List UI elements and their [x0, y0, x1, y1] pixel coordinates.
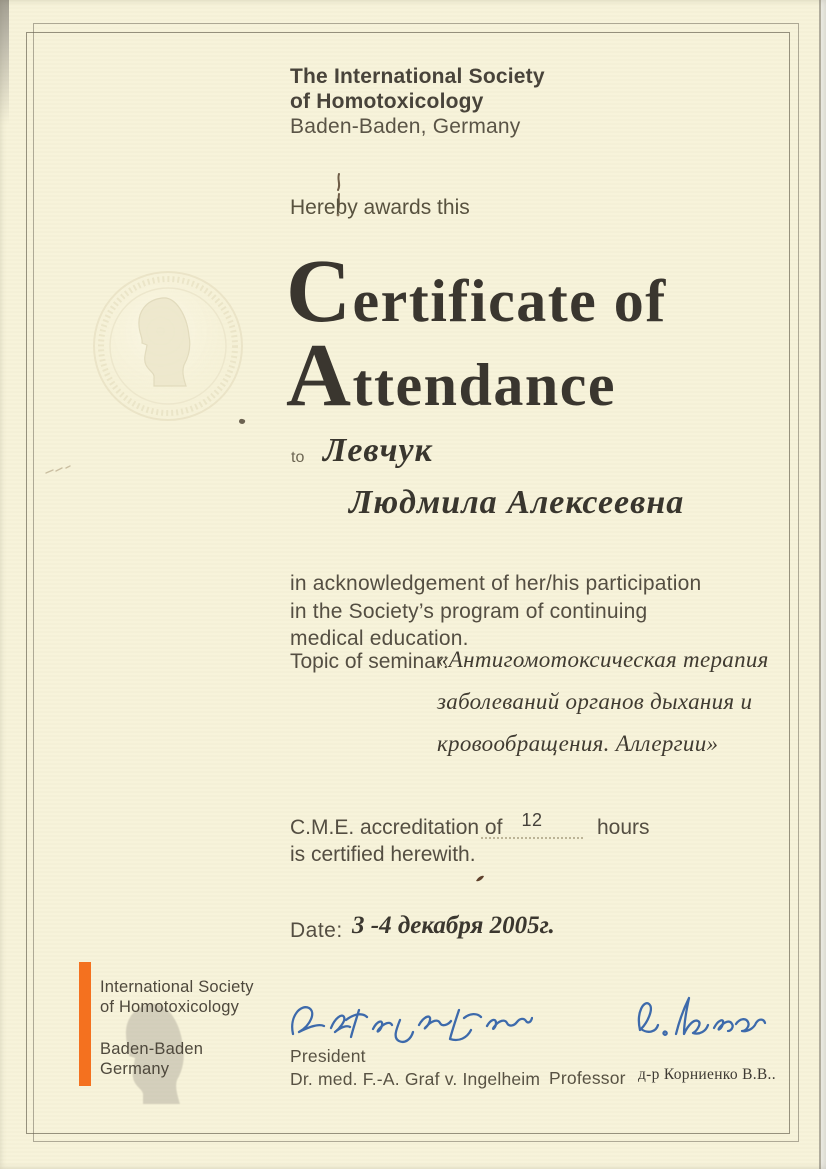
org-name-line-2: of Homotoxicology	[290, 90, 484, 113]
certificate-title-line-2: Attendance	[286, 326, 616, 425]
org-location-line: Baden-Baden, Germany	[290, 115, 521, 138]
org-header	[290, 64, 545, 139]
topic-line-2: заболеваний органов дыхания и	[437, 689, 753, 714]
date-value: 3 -4 декабря 2005г.	[352, 912, 555, 939]
date-label: Date:	[290, 919, 343, 942]
embossed-seal-icon	[90, 268, 246, 424]
pencil-smudge	[44, 464, 78, 476]
footer-logo-org	[100, 977, 254, 1017]
logo-orange-bar	[79, 962, 91, 1086]
cme-line-2: is certified herewith.	[290, 843, 476, 866]
footer-logo-location	[100, 1039, 203, 1079]
scan-corner-smudge	[0, 0, 9, 125]
footer-logo-city: Baden-Baden	[100, 1040, 204, 1058]
org-name-line-1: The International Society	[290, 65, 545, 88]
ink-speck-mark	[474, 874, 486, 883]
president-title: President	[290, 1046, 366, 1066]
acknowledgement-line-3: medical education.	[290, 627, 469, 650]
footer-logo-org-line-1: International Society	[100, 978, 254, 996]
recipient-given-names: Людмила Алексеевна	[349, 484, 685, 521]
acknowledgement-line-1: in acknowledgement of her/his participation	[290, 572, 702, 595]
to-label: to	[291, 449, 305, 466]
president-name: Dr. med. F.-A. Graf v. Ingelheim	[290, 1069, 541, 1089]
professor-signature	[628, 992, 768, 1054]
cme-suffix: hours	[597, 816, 650, 839]
cme-hours-value: 12	[521, 810, 543, 830]
professor-name: д-р Корниенко В.В..	[638, 1066, 776, 1083]
professor-title: Professor	[549, 1068, 626, 1088]
topic-label: Topic of seminar:	[290, 650, 449, 673]
certificate-title-line-1: Certificate of	[286, 242, 667, 341]
intro-line: Hereby awards this	[290, 196, 470, 219]
topic-line-3: кровообращения. Аллергии»	[437, 731, 719, 756]
recipient-surname: Левчук	[323, 432, 433, 469]
cme-prefix: C.M.E. accreditation of	[290, 816, 503, 839]
footer-logo-country: Germany	[100, 1060, 170, 1078]
president-signature	[283, 998, 533, 1050]
acknowledgement-line-2: in the Society’s program of continuing	[290, 599, 648, 623]
footer-logo-org-line-2: of Homotoxicology	[100, 998, 240, 1016]
cme-hours-field	[481, 810, 583, 839]
topic-line-1: «Антигомотоксическая терапия	[437, 647, 769, 672]
acknowledgement-paragraph	[290, 570, 701, 653]
scan-edge-strip	[821, 0, 826, 1169]
